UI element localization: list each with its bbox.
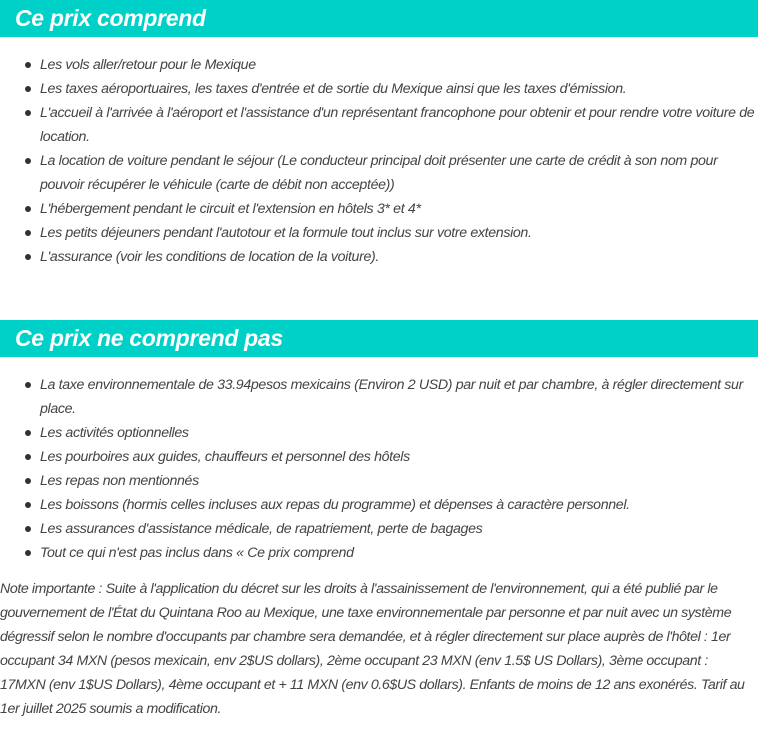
list-item: Les taxes aéroportuaires, les taxes d'entrée et de sortie du Mexique ainsi que les taxes d'émission. [40, 77, 758, 101]
section-included [0, 0, 758, 269]
important-note: Note importante : Suite à l'application du décret sur les droits à l'assainissement de l'environnement, qui a été publié par le gouvernement de l'État du Quintana Roo au Mexique, une taxe environnementale par personne et par nuit avec un système dégressif selon le nombre d'occupants par chambre sera demandée, et à régler directement sur place auprès de l'hôtel : 1er occupant 34 MXN (pesos mexicain, env 2$US dollars), 2ème occupant 23 MXN (env 1.5$ US Dollars), 3ème occupant : 17MXN (env 1$US Dollars), 4ème occupant et + 11 MXN (env 0.6$US dollars). Enfants de moins de 12 ans exonérés. Tarif au 1er juillet 2025 soumis a modification. [0, 581, 745, 717]
section-excluded [0, 320, 758, 565]
bullet-icon [25, 206, 31, 212]
bullet-icon [25, 254, 31, 260]
bullet-icon [25, 550, 31, 556]
list-item: L'hébergement pendant le circuit et l'extension en hôtels 3* et 4* [40, 197, 758, 221]
list-item: La location de voiture pendant le séjour (Le conducteur principal doit présenter une carte de crédit à son nom pour pouvoir récupérer le véhicule (carte de débit non acceptée)) [40, 149, 758, 197]
bullet-icon [25, 502, 31, 508]
list-item: L'assurance (voir les conditions de location de la voiture). [40, 245, 758, 269]
list-item: Tout ce qui n'est pas inclus dans « Ce prix comprend [40, 541, 758, 565]
list-item: L'accueil à l'arrivée à l'aéroport et l'assistance d'un représentant francophone pour obtenir et pour rendre votre voiture de location. [40, 101, 758, 149]
list-item: Les activités optionnelles [40, 421, 758, 445]
list-item: Les pourboires aux guides, chauffeurs et personnel des hôtels [40, 445, 758, 469]
section-title-included: Ce prix comprend [15, 5, 206, 31]
bullet-icon [25, 230, 31, 236]
excluded-list [0, 357, 758, 565]
bullet-icon [25, 478, 31, 484]
included-list [0, 37, 758, 269]
bullet-icon [25, 454, 31, 460]
list-item: Les vols aller/retour pour le Mexique [40, 53, 758, 77]
list-item: Les assurances d'assistance médicale, de rapatriement, perte de bagages [40, 517, 758, 541]
bullet-icon [25, 430, 31, 436]
list-item: La taxe environnementale de 33.94pesos mexicains (Environ 2 USD) par nuit et par chambre, à régler directement sur place. [40, 373, 758, 421]
section-header-included [0, 0, 758, 37]
section-header-excluded [0, 320, 758, 357]
bullet-icon [25, 158, 31, 164]
list-item: Les boissons (hormis celles incluses aux repas du programme) et dépenses à caractère personnel. [40, 493, 758, 517]
bullet-icon [25, 526, 31, 532]
bullet-icon [25, 110, 31, 116]
list-item: Les petits déjeuners pendant l'autotour et la formule tout inclus sur votre extension. [40, 221, 758, 245]
bullet-icon [25, 382, 31, 388]
bullet-icon [25, 86, 31, 92]
bullet-icon [25, 62, 31, 68]
list-item: Les repas non mentionnés [40, 469, 758, 493]
section-title-excluded: Ce prix ne comprend pas [15, 325, 283, 351]
